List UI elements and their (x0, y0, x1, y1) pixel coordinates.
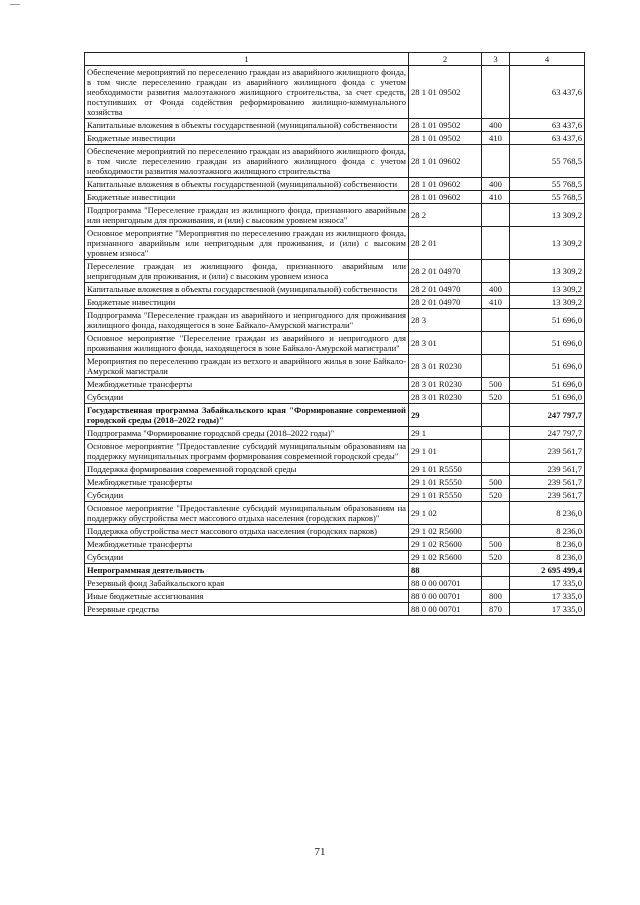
row-expense-type: 520 (482, 489, 510, 502)
row-amount: 63 437,6 (510, 66, 585, 119)
row-name: Основное мероприятие "Предоставление субсидий муниципальным образованиям на поддержку муниципальных программ формирования современной городской среды" (85, 440, 409, 463)
row-expense-type: 400 (482, 119, 510, 132)
row-amount: 13 309,2 (510, 227, 585, 260)
row-amount: 55 768,5 (510, 191, 585, 204)
row-code: 28 1 01 09602 (409, 145, 482, 178)
row-code: 29 1 02 R5600 (409, 538, 482, 551)
row-code: 29 1 01 R5550 (409, 476, 482, 489)
table-row (85, 440, 585, 463)
table-row (85, 463, 585, 476)
row-code: 28 2 01 (409, 227, 482, 260)
row-expense-type: 400 (482, 178, 510, 191)
row-expense-type: 410 (482, 191, 510, 204)
row-expense-type (482, 564, 510, 577)
row-expense-type (482, 332, 510, 355)
row-amount: 17 335,0 (510, 577, 585, 590)
row-expense-type: 870 (482, 603, 510, 616)
table-row (85, 145, 585, 178)
table-row (85, 577, 585, 590)
scan-mark (10, 4, 20, 5)
row-name: Субсидии (85, 489, 409, 502)
table-row (85, 119, 585, 132)
row-code: 88 (409, 564, 482, 577)
row-code: 28 3 01 R0230 (409, 355, 482, 378)
row-name: Подпрограмма "Формирование городской среды (2018–2022 годы)" (85, 427, 409, 440)
row-name: Непрограммная деятельность (85, 564, 409, 577)
row-expense-type: 520 (482, 551, 510, 564)
row-code: 28 3 (409, 309, 482, 332)
table-row (85, 332, 585, 355)
budget-table-container (84, 52, 585, 616)
row-name: Бюджетные инвестиции (85, 296, 409, 309)
table-row (85, 489, 585, 502)
table-row (85, 590, 585, 603)
row-amount: 55 768,5 (510, 178, 585, 191)
table-row (85, 309, 585, 332)
row-code: 28 1 01 09502 (409, 119, 482, 132)
row-name: Субсидии (85, 551, 409, 564)
row-expense-type: 410 (482, 296, 510, 309)
row-expense-type (482, 427, 510, 440)
header-col-1: 1 (85, 53, 409, 66)
table-row (85, 66, 585, 119)
row-code: 28 3 01 R0230 (409, 391, 482, 404)
row-expense-type: 500 (482, 476, 510, 489)
row-expense-type (482, 463, 510, 476)
row-amount: 51 696,0 (510, 332, 585, 355)
row-code: 28 1 01 09602 (409, 191, 482, 204)
table-row (85, 502, 585, 525)
row-name: Капитальные вложения в объекты государственной (муниципальной) собственности (85, 283, 409, 296)
row-name: Основное мероприятие "Предоставление субсидий муниципальным образованиям на поддержку обустройства мест массового отдыха населения (городских парков)" (85, 502, 409, 525)
row-code: 88 0 00 00701 (409, 590, 482, 603)
row-code: 28 3 01 (409, 332, 482, 355)
table-row (85, 355, 585, 378)
row-code: 28 2 (409, 204, 482, 227)
table-row (85, 204, 585, 227)
row-code: 28 1 01 09502 (409, 132, 482, 145)
row-code: 29 1 01 (409, 440, 482, 463)
row-name: Капитальные вложения в объекты государственной (муниципальной) собственности (85, 119, 409, 132)
table-row (85, 476, 585, 489)
header-col-3: 3 (482, 53, 510, 66)
table-row (85, 427, 585, 440)
row-name: Бюджетные инвестиции (85, 132, 409, 145)
row-expense-type (482, 145, 510, 178)
row-expense-type (482, 204, 510, 227)
table-row (85, 564, 585, 577)
row-name: Межбюджетные трансферты (85, 538, 409, 551)
row-code: 29 1 02 R5600 (409, 525, 482, 538)
row-name: Основное мероприятие "Мероприятия по переселению граждан из жилищного фонда, признанного аварийным или непригодным для проживания, и (или) с высоким уровнем износа" (85, 227, 409, 260)
row-expense-type (482, 355, 510, 378)
row-code: 88 0 00 00701 (409, 577, 482, 590)
row-code: 29 1 (409, 427, 482, 440)
row-amount: 51 696,0 (510, 355, 585, 378)
row-name: Подпрограмма "Переселение граждан из жилищного фонда, признанного аварийным или непригодным для проживания, и (или) с высоким уровнем износа" (85, 204, 409, 227)
row-amount: 13 309,2 (510, 260, 585, 283)
table-row (85, 227, 585, 260)
row-expense-type (482, 440, 510, 463)
row-amount: 13 309,2 (510, 204, 585, 227)
row-expense-type (482, 404, 510, 427)
header-col-2: 2 (409, 53, 482, 66)
row-expense-type (482, 525, 510, 538)
table-row (85, 178, 585, 191)
row-expense-type: 800 (482, 590, 510, 603)
table-row (85, 538, 585, 551)
table-row (85, 525, 585, 538)
row-amount: 63 437,6 (510, 132, 585, 145)
row-amount: 55 768,5 (510, 145, 585, 178)
row-amount: 63 437,6 (510, 119, 585, 132)
row-code: 29 1 01 R5550 (409, 489, 482, 502)
row-amount: 51 696,0 (510, 309, 585, 332)
row-code: 28 2 01 04970 (409, 260, 482, 283)
row-name: Подпрограмма "Переселение граждан из аварийного и непригодного для проживания жилищного фонда, находящегося в зоне Байкало-Амурской магистрали" (85, 309, 409, 332)
row-amount: 239 561,7 (510, 489, 585, 502)
row-amount: 8 236,0 (510, 538, 585, 551)
table-row (85, 551, 585, 564)
row-amount: 51 696,0 (510, 378, 585, 391)
row-code: 29 1 02 R5600 (409, 551, 482, 564)
row-amount: 13 309,2 (510, 296, 585, 309)
row-expense-type: 400 (482, 283, 510, 296)
table-row (85, 603, 585, 616)
row-code: 28 1 01 09502 (409, 66, 482, 119)
row-name: Субсидии (85, 391, 409, 404)
row-amount: 17 335,0 (510, 590, 585, 603)
row-code: 29 1 02 (409, 502, 482, 525)
row-code: 28 1 01 09602 (409, 178, 482, 191)
row-expense-type (482, 502, 510, 525)
row-code: 88 0 00 00701 (409, 603, 482, 616)
table-row (85, 132, 585, 145)
row-name: Капитальные вложения в объекты государственной (муниципальной) собственности (85, 178, 409, 191)
row-code: 29 1 01 R5550 (409, 463, 482, 476)
row-code: 28 2 01 04970 (409, 296, 482, 309)
row-name: Обеспечение мероприятий по переселению граждан из аварийного жилищного фонда, в том числе переселению граждан из аварийного жилищного фонда с учетом необходимости развития малоэтажного жилищного строительства (85, 145, 409, 178)
row-name: Обеспечение мероприятий по переселению граждан из аварийного жилищного фонда, в том числе переселению граждан из аварийного жилищного фонда с учетом необходимости развития малоэтажного жилищного строительства, за счет средств, поступивших от Фонда содействия реформированию жилищно-коммунального хозяйства (85, 66, 409, 119)
row-code: 28 2 01 04970 (409, 283, 482, 296)
row-expense-type (482, 577, 510, 590)
table-row (85, 296, 585, 309)
row-expense-type (482, 260, 510, 283)
table-header-row (85, 53, 585, 66)
row-name: Бюджетные инвестиции (85, 191, 409, 204)
row-expense-type: 500 (482, 378, 510, 391)
row-name: Основное мероприятие "Переселение граждан из аварийного и непригодного для проживания жилищного фонда, находящегося в зоне Байкало-Амурской магистрали" (85, 332, 409, 355)
table-row (85, 283, 585, 296)
table-row (85, 391, 585, 404)
row-amount: 8 236,0 (510, 525, 585, 538)
row-amount: 17 335,0 (510, 603, 585, 616)
row-expense-type: 410 (482, 132, 510, 145)
row-code: 29 (409, 404, 482, 427)
row-amount: 2 695 499,4 (510, 564, 585, 577)
budget-table (84, 52, 585, 616)
table-row (85, 260, 585, 283)
table-row (85, 378, 585, 391)
row-amount: 239 561,7 (510, 463, 585, 476)
row-expense-type (482, 309, 510, 332)
table-row (85, 404, 585, 427)
row-amount: 247 797,7 (510, 427, 585, 440)
row-expense-type (482, 66, 510, 119)
row-amount: 239 561,7 (510, 476, 585, 489)
row-amount: 239 561,7 (510, 440, 585, 463)
table-row (85, 191, 585, 204)
row-amount: 8 236,0 (510, 551, 585, 564)
row-name: Резервные средства (85, 603, 409, 616)
row-name: Переселение граждан из жилищного фонда, признанного аварийным или непригодным для проживания, и (или) с высоким уровнем износа (85, 260, 409, 283)
row-expense-type (482, 227, 510, 260)
header-col-4: 4 (510, 53, 585, 66)
row-name: Поддержка обустройства мест массового отдыха населения (городских парков) (85, 525, 409, 538)
row-amount: 247 797,7 (510, 404, 585, 427)
row-amount: 13 309,2 (510, 283, 585, 296)
row-name: Поддержка формирования современной городской среды (85, 463, 409, 476)
row-expense-type: 500 (482, 538, 510, 551)
row-amount: 8 236,0 (510, 502, 585, 525)
row-name: Иные бюджетные ассигнования (85, 590, 409, 603)
row-name: Резервный фонд Забайкальского края (85, 577, 409, 590)
row-name: Государственная программа Забайкальского края "Формирование современной городской среды (2018–2022 годы)" (85, 404, 409, 427)
row-code: 28 3 01 R0230 (409, 378, 482, 391)
row-amount: 51 696,0 (510, 391, 585, 404)
row-expense-type: 520 (482, 391, 510, 404)
row-name: Межбюджетные трансферты (85, 378, 409, 391)
row-name: Межбюджетные трансферты (85, 476, 409, 489)
row-name: Мероприятия по переселению граждан из ветхого и аварийного жилья в зоне Байкало-Амурской магистрали (85, 355, 409, 378)
page-number: 71 (314, 846, 326, 858)
